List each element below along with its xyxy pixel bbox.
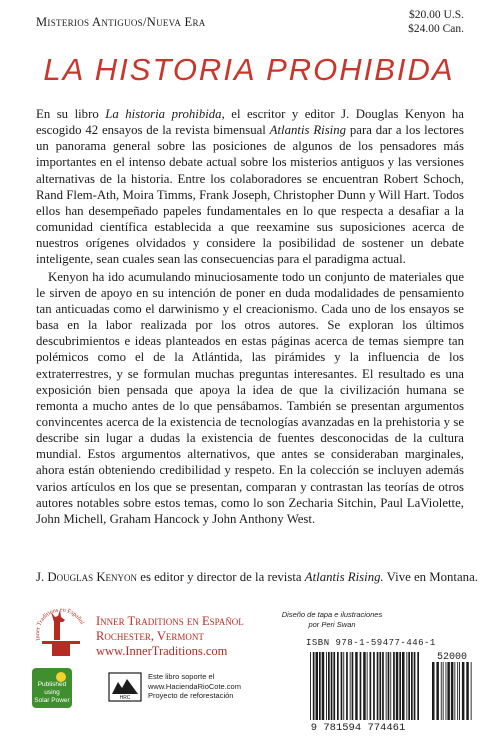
barcode-bar (447, 662, 450, 720)
barcode-bar (432, 662, 435, 720)
barcode-bar (310, 652, 311, 720)
hacienda-rio-cote-logo-icon (108, 672, 142, 702)
barcode-bar (316, 652, 319, 720)
barcode-bar (451, 662, 454, 720)
publisher-location: Rochester, Vermont (96, 629, 204, 643)
barcode-bar (454, 662, 455, 720)
barcode-bar (417, 652, 419, 720)
barcode-bar (322, 652, 325, 720)
barcode-bar (313, 652, 315, 720)
isbn-price-code: 52000 (436, 652, 468, 663)
barcode-bar (462, 662, 465, 720)
isbn-label: ISBN 978-1-59477-446-1 (306, 638, 436, 648)
barcode-bar (337, 652, 339, 720)
reforestation-url[interactable]: www.HaciendaRioCote.com (148, 681, 241, 691)
isbn-number: 9 781594 774461 (310, 722, 406, 732)
solar-badge-line1: Published (37, 681, 67, 688)
back-cover-description (36, 106, 464, 527)
barcode-bar (326, 652, 327, 720)
barcode-bar (443, 662, 444, 720)
barcode-bar (331, 652, 333, 720)
barcode-bar (388, 652, 390, 720)
barcode-bar (446, 662, 447, 720)
text-run: En su libro (36, 107, 106, 121)
barcode-bar (379, 652, 381, 720)
barcode-bar (341, 652, 343, 720)
barcode-bar (386, 652, 387, 720)
barcode-bar (466, 662, 469, 720)
reforestation-logo-text: HRC (119, 695, 131, 701)
book-title: LA HISTORIA PROHIBIDA (43, 52, 455, 87)
reforestation-line1: Este libro soporte el (148, 672, 215, 681)
barcode-bar (333, 652, 335, 720)
description-paragraph (36, 269, 464, 528)
design-credit (272, 610, 392, 630)
author-bio-residence: Vive en Montana. (383, 570, 478, 584)
barcode-bar (390, 652, 391, 720)
design-credit-line2: por Peri Swan (308, 620, 356, 629)
solar-badge-line3: Solar Power (34, 697, 70, 704)
barcode-bar (399, 652, 401, 720)
text-run: , el escritor y editor J. Douglas Kenyon ha escogido 42 ensayos de la revista bimensual (36, 107, 464, 138)
author-name: J. Douglas Kenyon (36, 570, 138, 584)
barcode-bar (471, 662, 472, 720)
barcode-bar (346, 652, 348, 720)
barcode-bar (382, 652, 384, 720)
solar-badge-line2: using (44, 689, 60, 696)
barcode-bar (355, 652, 358, 720)
author-bio-magazine: Atlantis Rising. (304, 570, 384, 584)
barcode-bar (411, 652, 413, 720)
barcode-bar (393, 652, 395, 720)
barcode-bar (396, 652, 399, 720)
publisher-name: Inner Traditions en Español (96, 614, 244, 628)
barcode-bar (457, 662, 458, 720)
design-credit-line1: Diseño de tapa e ilustraciones (281, 610, 383, 619)
price-block (408, 8, 464, 36)
barcode-bar (436, 662, 439, 720)
barcode-bar (414, 652, 416, 720)
author-bio-text: es editor y director de la revista (137, 570, 305, 584)
text-run: Kenyon ha ido acumulando minuciosamente todo un conjunto de materiales que le sirven de apoyo en su intención de poner en duda modalidades de pensamiento tan anticuadas como el darwinismo y el creacionismo. Cada uno de los ensayos se basa en la labor realizada por los otros autores. Se exploran los últimos descubrimientos e ideas planteados en estas páginas acerca de temas siempre tan polémicos como el de la Atlántida, las pirámides y la influencia de los extraterrestres, y se formulan muchas preguntas interesantes. El resultado es una exposición bien pensada que apoya la idea de que la civilización humana se remonta a mucho antes de lo que pensábamos. También se presentan argumentos convincentes acerca de la existencia de tecnologías avanzadas en la prehistoria y se describe sin lugar a dudas la existencia de fuentes desconocidas de la cultura mundial. Estos argumentos alternativos, que antes se consideraban marginales, ahora están obteniendo credibilidad y respeto. En la colección se incluyen además varios artículos en los que se presentan, comparan y contrastan las teorías de otros autores notables sobre estos temas, como lo son Zecharia Sitchin, Paul LaViolette, John Michell, Graham Hancock y John Anthony West. (36, 269, 464, 526)
barcode-bar (370, 652, 372, 720)
category-label: Misterios Antiguos/Nueva Era (36, 15, 206, 29)
barcode-bar (363, 652, 366, 720)
barcode-bar (360, 652, 362, 720)
barcode-bar (352, 652, 354, 720)
price-us: $20.00 U.S. (409, 9, 464, 21)
text-run: para dar a los lectores un panorama general sobre las posiciones de algunos de los pensadores más importantes en el intenso debate actual sobre los misterios antiguos y las versiones alternativas de la historia. Entre los colaboradores se encuentran Robert Schoch, Rand Flem-Ath, Moira Timms, Frank Joseph, Christopher Dunn y Will Hart. Todos ellos han desempeñado papeles fundamentales en lo que respecta a desafiar a la comunidad científica establecida a que reexamine sus suposiciones acerca de nuestros orígenes olvidados y considere la posibilidad de sostener un debate inteligente, sean cuales sean las consecuencias para el paradigma actual. (36, 123, 464, 267)
barcode-bar (441, 662, 442, 720)
barcode-bar (408, 652, 410, 720)
publisher-logo-text: Inner Traditions en Español (34, 607, 85, 642)
barcode-bar (373, 652, 375, 720)
italic-title-run: La historia prohibida (105, 107, 222, 121)
price-can: $24.00 Can. (408, 23, 464, 35)
barcode-bar (406, 652, 407, 720)
barcode-bar (350, 652, 351, 720)
author-bio (36, 570, 476, 585)
barcode-bar (328, 652, 330, 720)
barcode-bar (402, 652, 405, 720)
anubis-jackal-logo-icon (34, 600, 88, 660)
description-paragraph (36, 106, 464, 268)
reforestation-block (148, 672, 241, 701)
publisher-block (96, 614, 244, 659)
barcode-bar (367, 652, 368, 720)
barcode-bar (377, 652, 379, 720)
barcode-bar (343, 652, 344, 720)
barcode-bar (319, 652, 321, 720)
barcode-bar (459, 662, 460, 720)
publisher-url[interactable]: www.InnerTraditions.com (96, 644, 228, 658)
reforestation-line3: Proyecto de reforestación (148, 691, 234, 700)
solar-power-badge-icon (32, 668, 72, 708)
italic-title-run: Atlantis Rising (269, 123, 347, 138)
isbn-barcode-icon (300, 650, 478, 732)
